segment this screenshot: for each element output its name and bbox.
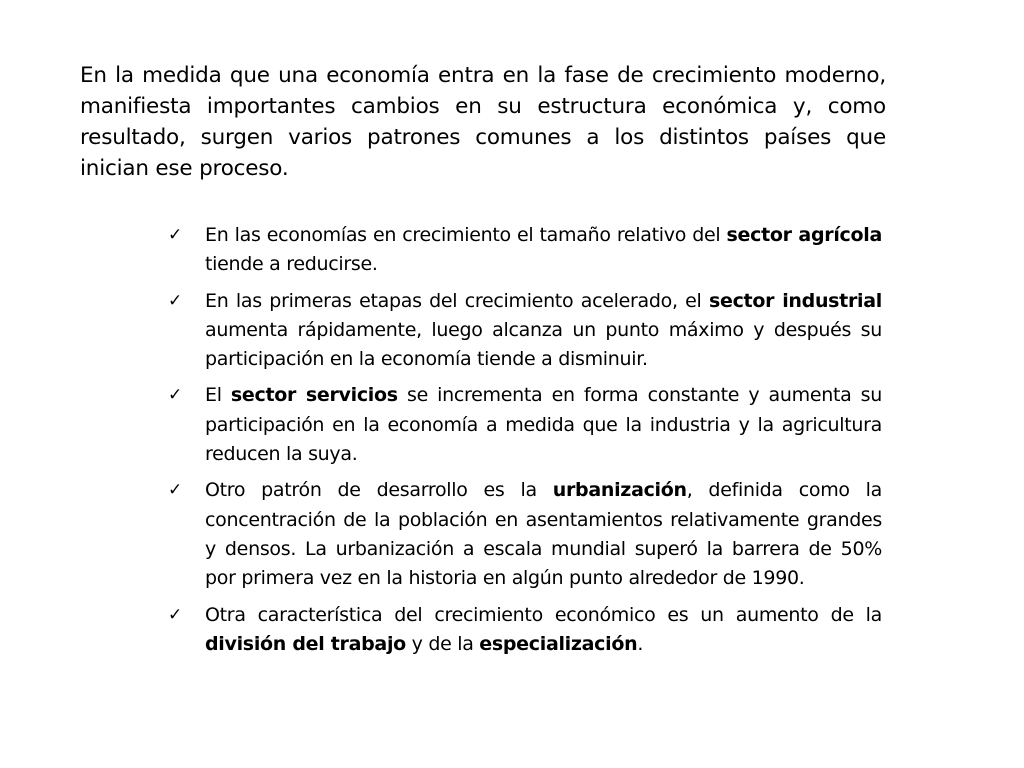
bullet-text-segment: aumenta rápidamente, luego alcanza un punto máximo y después su participación en la economía tiende a disminuir. xyxy=(205,318,882,371)
bullet-item-division-of-labor xyxy=(168,601,882,660)
bullet-text-segment: y de la xyxy=(405,632,480,655)
bullet-text-segment: . xyxy=(637,632,644,655)
bullet-bold-term: sector agrícola xyxy=(726,224,882,246)
bullet-bold-term: sector industrial xyxy=(709,289,882,312)
bullet-text xyxy=(205,384,882,465)
check-mark-icon: ✓ xyxy=(168,385,182,406)
check-mark-icon: ✓ xyxy=(168,480,182,501)
bullet-text-segment: Otra característica del crecimiento económico es un aumento de la xyxy=(205,603,882,626)
bullet-text xyxy=(205,479,882,589)
bullet-text-segment: tiende a reducirse. xyxy=(205,253,378,276)
bullet-item-urbanization xyxy=(168,476,882,593)
bullet-item-industrial-sector xyxy=(168,287,882,375)
check-mark-icon: ✓ xyxy=(168,225,182,245)
bullet-text xyxy=(205,604,882,655)
bullet-bold-term: división del trabajo xyxy=(205,632,406,655)
check-mark-icon: ✓ xyxy=(168,604,182,625)
bullet-list xyxy=(168,221,882,659)
bullet-bold-term: urbanización xyxy=(552,479,687,502)
bullet-text-segment: , definida como la concentración de la población en asentamientos relativamente grandes y densos. La urbanización a escala mundial superó la barrera de 50% por primera vez en la historia en algún punto alrededor de 1990. xyxy=(205,479,882,590)
bullet-bold-term: sector servicios xyxy=(230,384,398,407)
bullet-text xyxy=(205,290,882,371)
bullet-text-segment: En las primeras etapas del crecimiento acelerado, el xyxy=(205,289,709,312)
bullet-bold-term: especialización xyxy=(479,632,638,655)
bullet-text-segment: En las economías en crecimiento el tamaño relativo del xyxy=(205,224,727,246)
bullet-item-agricultural-sector xyxy=(168,221,882,280)
bullet-item-services-sector xyxy=(168,381,882,469)
bullet-text-segment: El xyxy=(205,384,231,407)
check-mark-icon: ✓ xyxy=(168,290,182,311)
bullet-text xyxy=(205,224,882,275)
bullet-text-segment: Otro patrón de desarrollo es la xyxy=(205,479,553,502)
bullet-text-segment: se incrementa en forma constante y aumenta su participación en la economía a medida que la industria y la agricultura reducen la suya. xyxy=(205,384,882,466)
intro-paragraph: En la medida que una economía entra en la fase de crecimiento moderno, manifiesta importantes cambios en su estructura económica y, como resultado, surgen varios patrones comunes a los distintos países que inician ese proceso. xyxy=(80,63,886,181)
